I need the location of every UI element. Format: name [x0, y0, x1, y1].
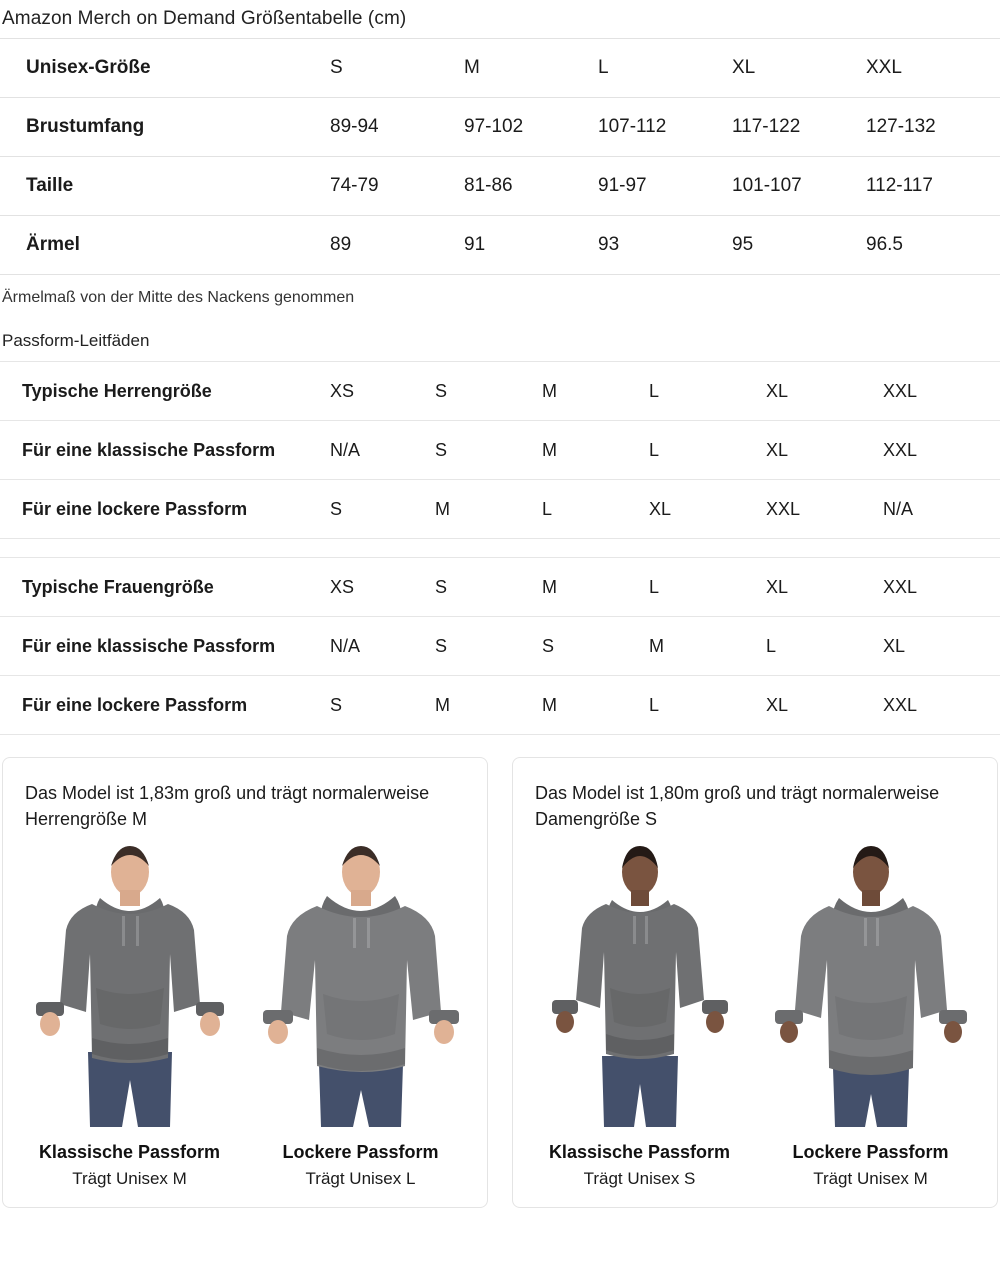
table-row [0, 617, 1000, 676]
cell: XL [732, 39, 866, 98]
cell: S [435, 558, 542, 617]
table-row [0, 421, 1000, 480]
cell: 95 [732, 216, 866, 275]
cell: L [649, 421, 766, 480]
row-label: Typische Frauengröße [0, 558, 330, 617]
fit-guides-title: Passform-Leitfäden [2, 331, 150, 350]
row-label: Für eine klassische Passform [0, 617, 330, 676]
cell: M [435, 480, 542, 539]
cell: L [542, 480, 649, 539]
figure-row [19, 842, 471, 1193]
model-card-female [512, 757, 998, 1208]
cell: L [766, 617, 883, 676]
cell: XL [766, 558, 883, 617]
cell: XL [649, 480, 766, 539]
cell: L [598, 39, 732, 98]
figure-sublabel: Trägt Unisex M [72, 1169, 187, 1189]
model-caption: Das Model ist 1,80m groß und trägt normalerweise Damengröße S [535, 783, 940, 830]
cell: M [542, 362, 649, 421]
cell: 93 [598, 216, 732, 275]
row-label: Für eine klassische Passform [0, 421, 330, 480]
cell: 74-79 [330, 157, 464, 216]
row-label: Für eine lockere Passform [0, 480, 330, 539]
model-cards [0, 757, 1000, 1208]
row-label: Typische Herrengröße [0, 362, 330, 421]
figure-sublabel: Trägt Unisex M [813, 1169, 928, 1189]
unisex-size-table [0, 38, 1000, 275]
figure-label: Lockere Passform [282, 1142, 439, 1163]
model-card-male [2, 757, 488, 1208]
male-relaxed-fit-illustration [261, 842, 461, 1132]
model-caption: Das Model ist 1,83m groß und trägt normalerweise Herrengröße M [25, 783, 430, 830]
figure-relaxed-fit-male [250, 842, 471, 1193]
row-label: Brustumfang [0, 98, 330, 157]
row-label: Ärmel [0, 216, 330, 275]
male-classic-fit-illustration [30, 842, 230, 1132]
cell: XXL [883, 362, 1000, 421]
cell: M [435, 676, 542, 735]
cell: S [542, 617, 649, 676]
female-classic-fit-illustration [540, 842, 740, 1132]
cell: S [435, 362, 542, 421]
table-row [0, 216, 1000, 275]
cell: XXL [883, 558, 1000, 617]
womens-fit-table [0, 557, 1000, 735]
cell: 89-94 [330, 98, 464, 157]
cell: 112-117 [866, 157, 1000, 216]
row-label: Für eine lockere Passform [0, 676, 330, 735]
cell: XXL [766, 480, 883, 539]
cell: 91-97 [598, 157, 732, 216]
cell: S [330, 480, 435, 539]
figure-sublabel: Trägt Unisex S [583, 1169, 696, 1189]
cell: 89 [330, 216, 464, 275]
cell: 107-112 [598, 98, 732, 157]
table-row [0, 362, 1000, 421]
cell: 91 [464, 216, 598, 275]
cell: L [649, 362, 766, 421]
figure-label: Klassische Passform [548, 1142, 731, 1163]
cell: M [542, 558, 649, 617]
figure-label: Klassische Passform [38, 1142, 221, 1163]
cell: 81-86 [464, 157, 598, 216]
female-relaxed-fit-illustration [771, 842, 971, 1132]
cell: XL [883, 617, 1000, 676]
mens-fit-table [0, 361, 1000, 539]
cell: XXL [883, 421, 1000, 480]
cell: M [542, 421, 649, 480]
sleeve-measurement-note: Ärmelmaß von der Mitte des Nackens genommen [2, 289, 355, 306]
cell: 96.5 [866, 216, 1000, 275]
cell: XXL [866, 39, 1000, 98]
table-spacer [0, 539, 1000, 557]
cell: XS [330, 558, 435, 617]
cell: S [435, 421, 542, 480]
cell: XL [766, 362, 883, 421]
cell: S [330, 676, 435, 735]
figure-relaxed-fit-female [760, 842, 981, 1193]
cell: 127-132 [866, 98, 1000, 157]
cell: N/A [330, 421, 435, 480]
table-row [0, 39, 1000, 98]
cell: M [649, 617, 766, 676]
cell: M [542, 676, 649, 735]
cell: XL [766, 421, 883, 480]
cell: 101-107 [732, 157, 866, 216]
cell: S [435, 617, 542, 676]
cell: L [649, 676, 766, 735]
cell: M [464, 39, 598, 98]
row-label: Taille [0, 157, 330, 216]
row-label: Unisex-Größe [0, 39, 330, 98]
cell: 97-102 [464, 98, 598, 157]
cell: S [330, 39, 464, 98]
figure-classic-fit-male [19, 842, 240, 1193]
cell: L [649, 558, 766, 617]
cell: XL [766, 676, 883, 735]
cell: N/A [330, 617, 435, 676]
figure-label: Lockere Passform [792, 1142, 949, 1163]
figure-sublabel: Trägt Unisex L [305, 1169, 416, 1189]
cell: XS [330, 362, 435, 421]
table-row [0, 98, 1000, 157]
page-title: Amazon Merch on Demand Größentabelle (cm) [2, 8, 407, 29]
table-row [0, 157, 1000, 216]
figure-classic-fit-female [529, 842, 750, 1193]
figure-row [529, 842, 981, 1193]
table-row [0, 676, 1000, 735]
cell: XXL [883, 676, 1000, 735]
cell: 117-122 [732, 98, 866, 157]
table-row [0, 480, 1000, 539]
cell: N/A [883, 480, 1000, 539]
table-row [0, 558, 1000, 617]
